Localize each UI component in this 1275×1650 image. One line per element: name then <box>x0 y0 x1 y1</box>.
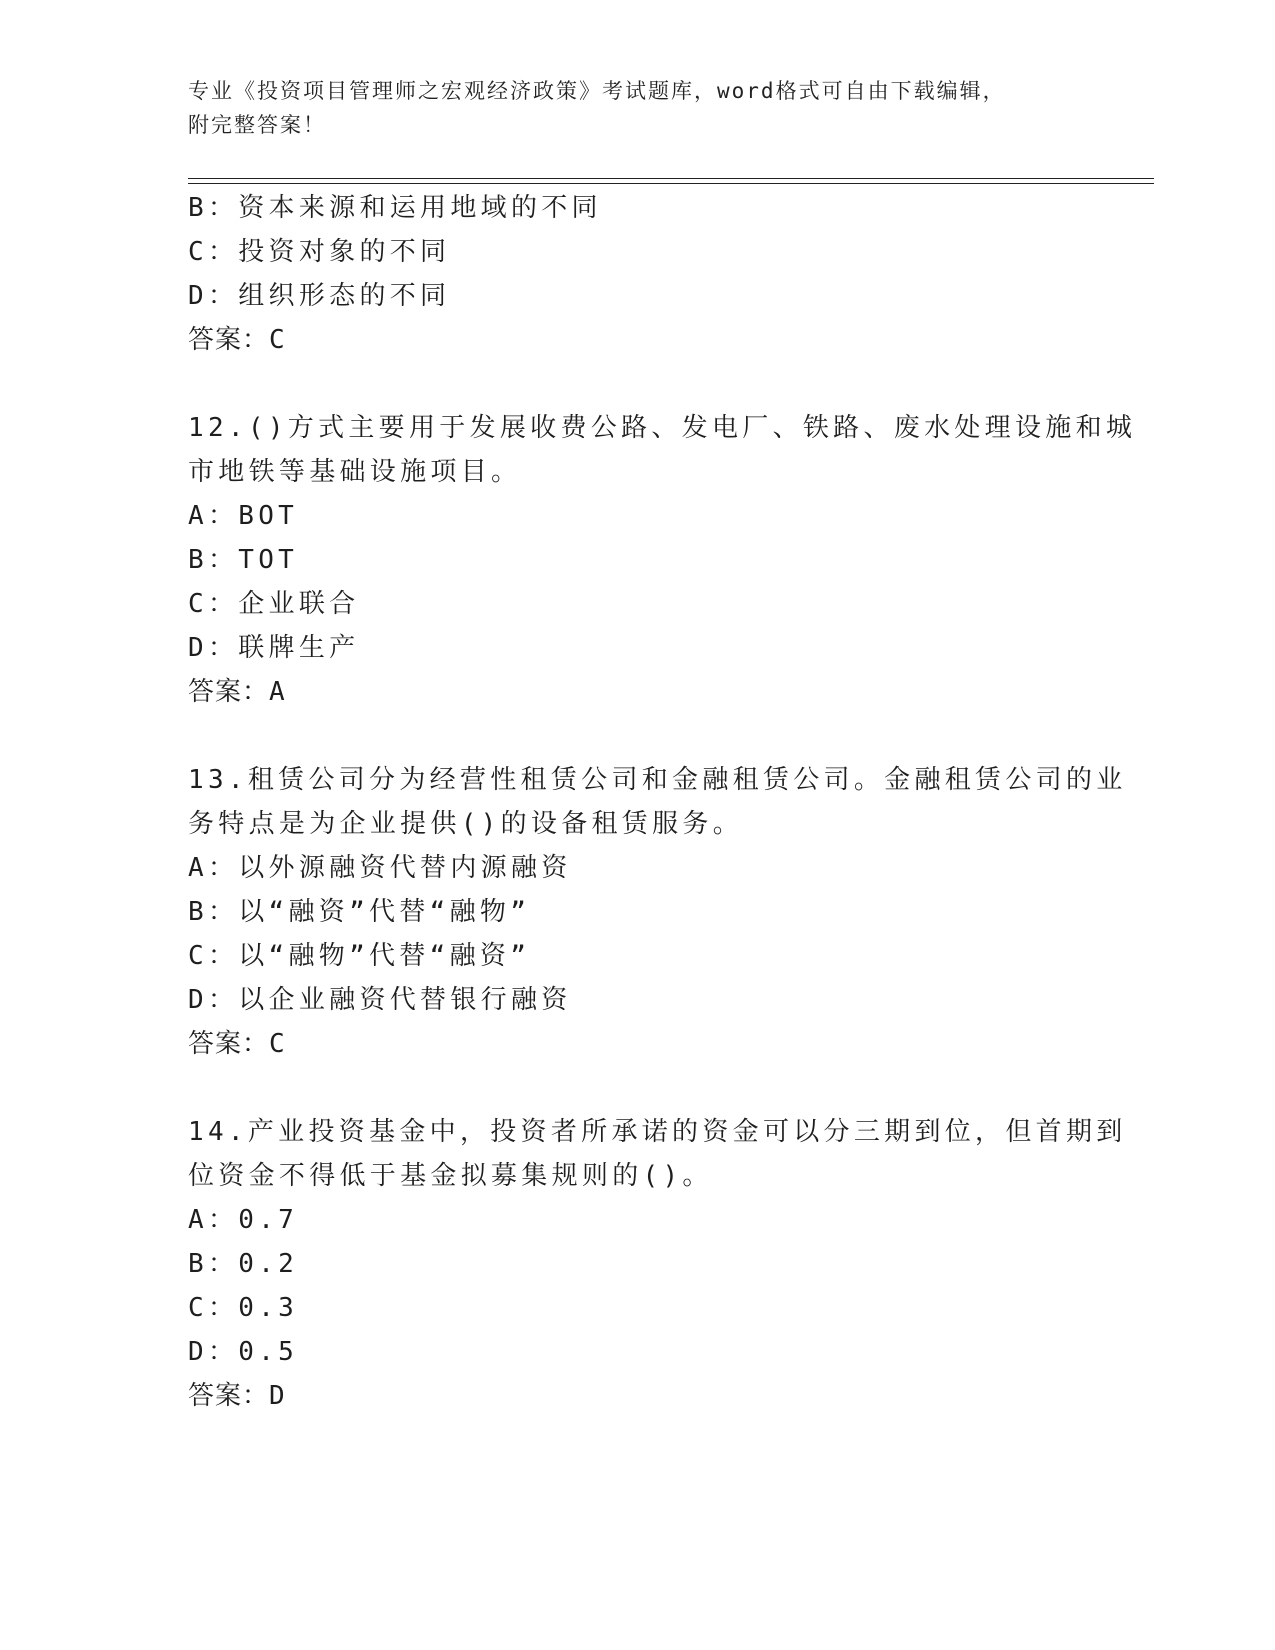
question-14-option-c: C：0.3 <box>188 1293 299 1323</box>
question-14-option-d: D：0.5 <box>188 1337 299 1367</box>
question-14-option-a: A：0.7 <box>188 1205 299 1235</box>
header-divider-top <box>188 178 1154 179</box>
question-13-option-c: C：以“融物”代替“融资” <box>188 941 531 971</box>
question-12-stem-line-2: 市地铁等基础设施项目。 <box>188 457 522 487</box>
question-12-option-c: C：企业联合 <box>188 589 360 619</box>
question-13-stem-line-2: 务特点是为企业提供()的设备租赁服务。 <box>188 809 744 839</box>
option-d: D：组织形态的不同 <box>188 281 451 311</box>
header-line-1: 专业《投资项目管理师之宏观经济政策》考试题库，word格式可自由下载编辑， <box>188 79 1006 103</box>
header-divider-bottom <box>188 183 1154 184</box>
document-header <box>188 74 1068 142</box>
question-12-answer: 答案：A <box>188 677 286 707</box>
question-13-option-b: B：以“融资”代替“融物” <box>188 897 531 927</box>
header-line-2: 附完整答案！ <box>188 113 326 137</box>
question-12-stem-line-1: 12.()方式主要用于发展收费公路、发电厂、铁路、废水处理设施和城 <box>188 413 1137 443</box>
question-12-option-a: A：BOT <box>188 501 299 531</box>
question-13-option-a: A：以外源融资代替内源融资 <box>188 853 572 883</box>
question-14-stem-line-2: 位资金不得低于基金拟募集规则的()。 <box>188 1161 713 1191</box>
question-12-option-b: B：TOT <box>188 545 299 575</box>
question-13-stem-line-1: 13.租赁公司分为经营性租赁公司和金融租赁公司。金融租赁公司的业 <box>188 765 1127 795</box>
option-b: B：资本来源和运用地域的不同 <box>188 193 602 223</box>
question-12-option-d: D：联牌生产 <box>188 633 360 663</box>
question-13-answer: 答案：C <box>188 1029 286 1059</box>
answer-text: 答案：C <box>188 325 286 355</box>
question-14-answer: 答案：D <box>188 1381 286 1411</box>
question-14-stem-line-1: 14.产业投资基金中，投资者所承诺的资金可以分三期到位，但首期到 <box>188 1117 1127 1147</box>
option-c: C：投资对象的不同 <box>188 237 451 267</box>
question-13-option-d: D：以企业融资代替银行融资 <box>188 985 572 1015</box>
question-14-option-b: B：0.2 <box>188 1249 299 1279</box>
